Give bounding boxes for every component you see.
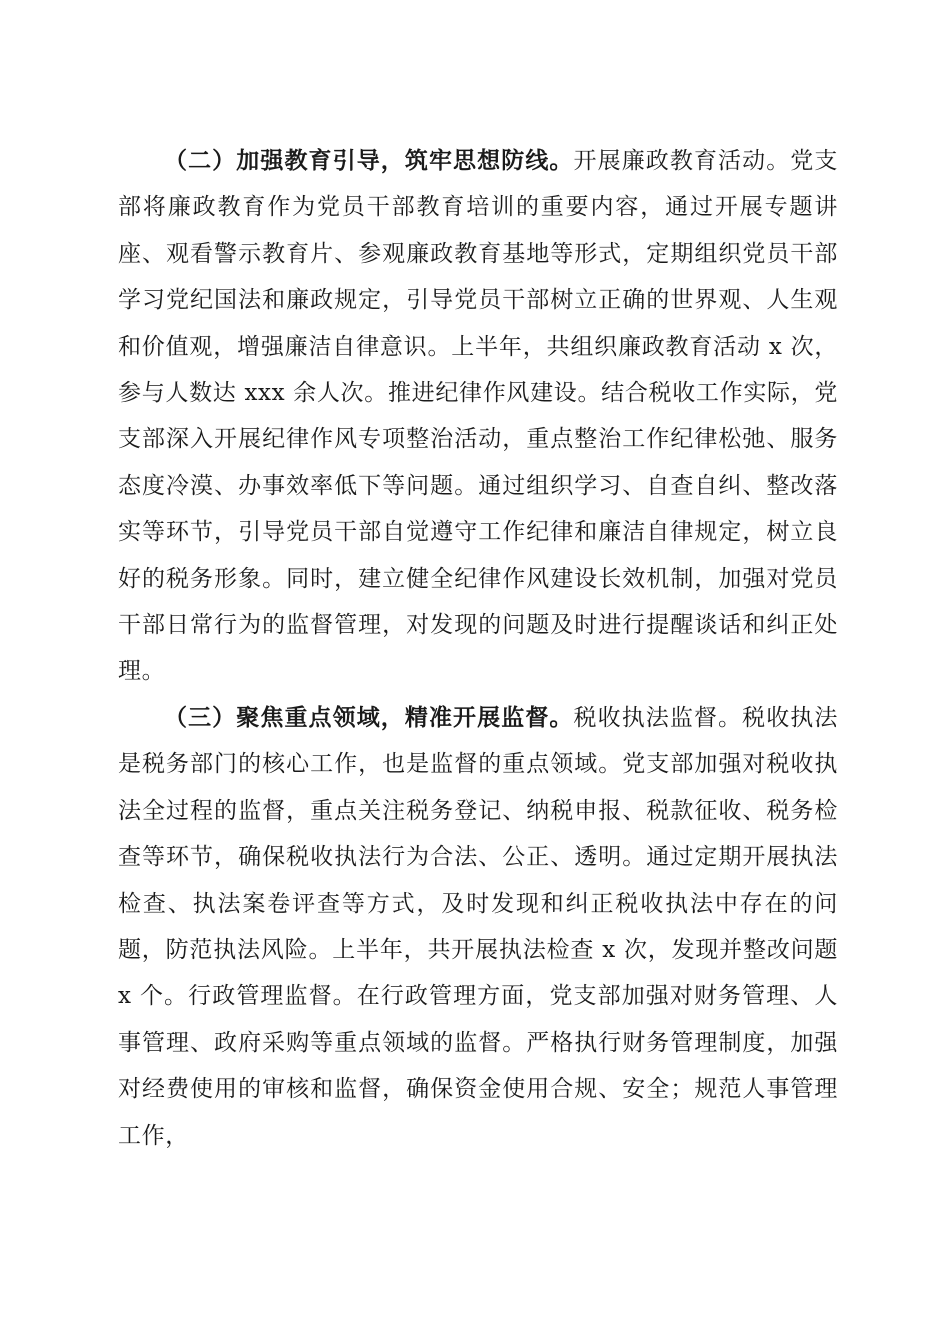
paragraph-education-guidance — [118, 138, 838, 695]
document-body — [118, 138, 838, 1159]
section-heading-3: （三）聚焦重点领域，精准开展监督。 — [164, 704, 574, 731]
paragraph-key-area-supervision — [118, 695, 838, 1159]
section-heading-2: （二）加强教育引导，筑牢思想防线。 — [164, 148, 574, 174]
paragraph-body-text: 税收执法监督。税收执法是税务部门的核心工作，也是监督的重点领域。党支部加强对税收执法全过程的监督，重点关注税务登记、纳税申报、税款征收、税务检查等环节，确保税收执法行为合法、公正、透明。通过定期开展执法检查、执法案卷评查等方式，及时发现和纠正税收执法中存在的问题，防范执法风险。上半年，共开展执法检查 x 次，发现并整改问题 x 个。行政管理监督。在行政管理方面，党支部加强对财务管理、人事管理、政府采购等重点领域的监督。严格执行财务管理制度，加强对经费使用的审核和监督，确保资金使用合规、安全；规范人事管理工作， — [118, 704, 838, 1149]
paragraph-body-text: 开展廉政教育活动。党支部将廉政教育作为党员干部教育培训的重要内容，通过开展专题讲座、观看警示教育片、参观廉政教育基地等形式，定期组织党员干部学习党纪国法和廉政规定，引导党员干部树立正确的世界观、人生观和价值观，增强廉洁自律意识。上半年，共组织廉政教育活动 x 次，参与人数达 xxx 余人次。推进纪律作风建设。结合税收工作实际，党支部深入开展纪律作风专项整治活动，重点整治工作纪律松弛、服务态度冷漠、办事效率低下等问题。通过组织学习、自查自纠、整改落实等环节，引导党员干部自觉遵守工作纪律和廉洁自律规定，树立良好的税务形象。同时，建立健全纪律作风建设长效机制，加强对党员干部日常行为的监督管理，对发现的问题及时进行提醒谈话和纠正处理。 — [118, 148, 838, 685]
